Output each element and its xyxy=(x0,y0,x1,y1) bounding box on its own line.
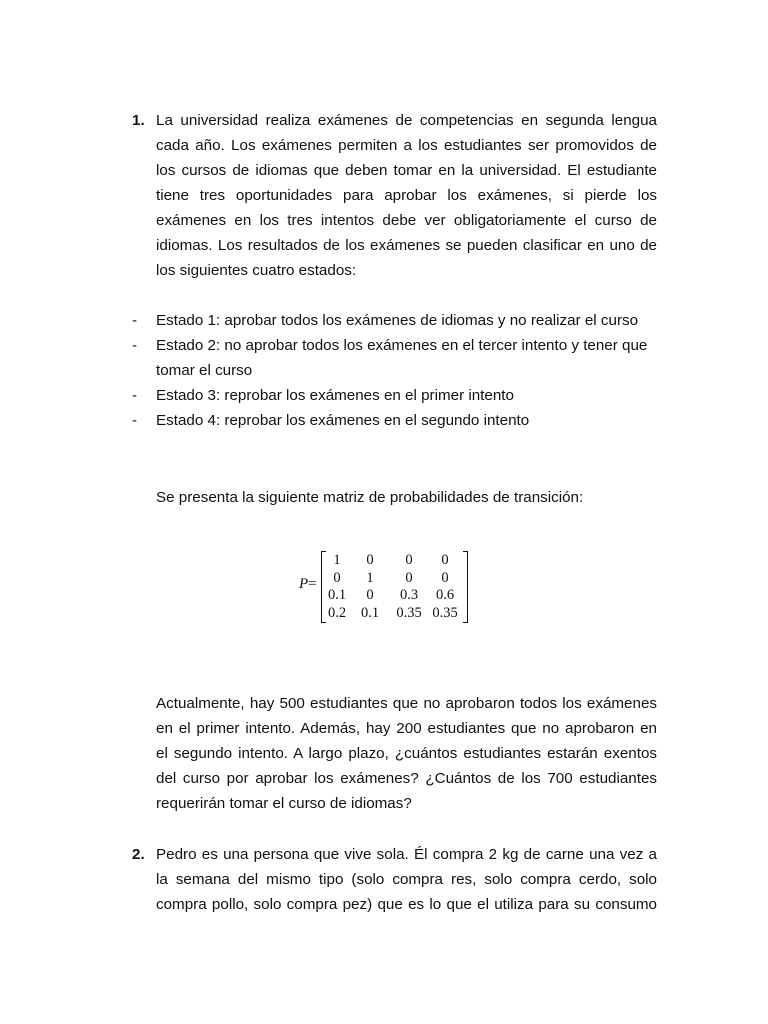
problem-2-number: 2. xyxy=(132,846,145,863)
list-item xyxy=(0,308,768,333)
problem-2-paragraph xyxy=(156,842,657,917)
matrix-cell: 0.3 xyxy=(399,587,419,603)
state-1-text: Estado 1: aprobar todos los exámenes de idiomas y no realizar el curso xyxy=(156,312,639,329)
matrix-cells xyxy=(325,552,463,622)
problem-1-question xyxy=(156,691,657,816)
state-4-text: Estado 4: reprobar los exámenes en el segundo intento xyxy=(156,412,530,429)
matrix-cell: 1 xyxy=(366,569,374,586)
text-line: del curso por aprobar los exámenes? ¿Cuántos de los 700 estudiantes xyxy=(156,770,657,787)
text-line: el segundo intento. A largo plazo, ¿cuántos estudiantes estarán exentos xyxy=(156,745,657,762)
text-line: compra pollo, solo compra pez) que es lo que el utiliza para su consumo xyxy=(156,896,657,913)
bullet-dash: - xyxy=(132,412,138,429)
matrix-cell: 0 xyxy=(441,552,449,568)
state-2-text: Estado 2: no aprobar todos los exámenes en el tercer intento y tener que tomar el curso xyxy=(156,337,648,379)
text-line: los siguientes cuatro estados: xyxy=(156,262,357,279)
matrix-cell: 0.2 xyxy=(327,604,347,621)
matrix-cell: 0 xyxy=(441,569,449,586)
text-line: la semana del mismo tipo (solo compra res, solo compra cerdo, solo xyxy=(156,871,657,888)
matrix-intro: Se presenta la siguiente matriz de probabilidades de transición: xyxy=(156,489,584,506)
text-line: exámenes en los tres intentos debe ver obligatoriamente el curso de xyxy=(156,212,657,229)
matrix-cell: 1 xyxy=(333,552,341,568)
bullet-dash: - xyxy=(132,312,138,329)
text-line: requerirán tomar el curso de idiomas? xyxy=(156,795,412,812)
matrix-cell: 0.35 xyxy=(396,604,422,621)
matrix-cell: 0 xyxy=(405,552,413,568)
matrix-label: P= xyxy=(299,576,317,592)
bullet-dash: - xyxy=(132,337,138,354)
bullet-dash: - xyxy=(132,387,138,404)
text-line: cada año. Los exámenes permiten a los estudiantes ser promovidos de xyxy=(156,137,657,154)
text-line: Pedro es una persona que vive sola. Él compra 2 kg de carne una vez a xyxy=(156,846,657,863)
matrix-right-bracket xyxy=(463,551,468,623)
matrix-cell: 0 xyxy=(366,587,374,603)
text-line: tiene tres oportunidades para aprobar los exámenes, si pierde los xyxy=(156,187,657,204)
state-3-text: Estado 3: reprobar los exámenes en el primer intento xyxy=(156,387,514,404)
list-item xyxy=(0,383,768,408)
list-item xyxy=(0,333,768,383)
problem-1-number: 1. xyxy=(132,112,145,129)
matrix-cell: 0 xyxy=(366,552,374,568)
matrix-cell: 0.35 xyxy=(432,604,458,621)
transition-matrix xyxy=(297,549,472,625)
matrix-cell: 0.1 xyxy=(327,587,347,603)
text-line: en el primer intento. Además, hay 200 estudiantes que no aprobaron en xyxy=(156,720,657,737)
problem-1-paragraph xyxy=(156,108,657,283)
matrix-cell: 0 xyxy=(405,569,413,586)
matrix-cell: 0.6 xyxy=(435,587,455,603)
matrix-cell: 0.1 xyxy=(360,604,380,621)
text-line: La universidad realiza exámenes de competencias en segunda lengua xyxy=(156,112,657,129)
text-line: los cursos de idiomas que deben tomar en la universidad. El estudiante xyxy=(156,162,657,179)
text-line: idiomas. Los resultados de los exámenes se pueden clasificar en uno de xyxy=(156,237,657,254)
text-line: Actualmente, hay 500 estudiantes que no aprobaron todos los exámenes xyxy=(156,695,657,712)
states-list xyxy=(0,308,768,433)
list-item xyxy=(0,408,768,433)
matrix-cell: 0 xyxy=(333,569,341,586)
